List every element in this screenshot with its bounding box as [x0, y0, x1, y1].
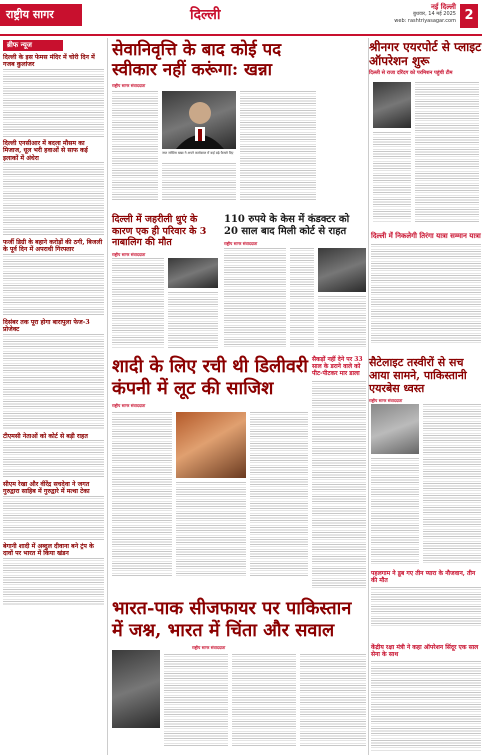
paper-name: राष्ट्रीय सागर	[0, 4, 82, 26]
lead-photo	[162, 91, 236, 149]
lead-headline: सेवानिवृत्ति के बाद कोई पद स्वीकार नहीं करूंगा: खन्ना	[112, 40, 282, 80]
story-photo	[176, 412, 246, 478]
story-body	[318, 296, 366, 348]
story-satellite	[369, 356, 482, 406]
story-photo	[371, 404, 419, 454]
story-conductor	[224, 214, 366, 249]
brief-item	[3, 319, 104, 430]
brief-title: दिल्ली एनसीआर में बदला मौसम का मिजाज, धूल भरी हवाओं से साफ कई इलाकों में अंधेरा	[3, 139, 88, 162]
story-byline: राष्ट्रीय सागर संवाददाता	[192, 645, 226, 650]
story-photo	[168, 258, 218, 288]
story-body	[290, 248, 314, 348]
briefs-column	[0, 38, 108, 755]
brief-item	[3, 140, 104, 236]
main-area	[112, 38, 366, 755]
story-headline: सैटेलाइट तस्वीरों से सच आया सामने, पाकिस्तानी एयरबेस ध्वस्त	[369, 356, 467, 395]
story-headline: शादी के लिए रची थी डिलीवरी कंपनी में लूट की साजिश	[112, 356, 308, 399]
brief-title: फर्जी डिग्री के बहाने करोड़ों की ठगी, बिजली के पूर्व दिन में अपराधी गिरफ्तार	[3, 239, 103, 254]
briefs-label: ब्रीफ न्यूज	[3, 40, 63, 51]
brief-title: दिल्ली के इस फेमस मंदिर में चोरी दिन में गजब कुलांजर	[3, 54, 95, 69]
story-body	[168, 292, 218, 348]
story-byline: राष्ट्रीय सागर संवाददाता	[112, 251, 146, 257]
story-body	[112, 412, 172, 576]
portrait-icon	[162, 91, 236, 149]
story-body	[300, 654, 366, 746]
right-column	[368, 38, 482, 755]
story-body	[312, 381, 366, 589]
story-headline: श्रीनगर एयरपोर्ट से प्लाइट ऑपरेशन शुरू	[369, 40, 482, 68]
story-airport	[369, 40, 482, 76]
brief-item	[3, 433, 104, 478]
website: web: rashtriyasagar.com	[394, 18, 456, 24]
brief-body	[3, 558, 104, 606]
brief-body	[3, 334, 104, 430]
story-ceasefire	[112, 598, 366, 653]
city-name: दिल्ली	[190, 7, 221, 23]
brief-body	[3, 69, 104, 137]
lead-byline: राष्ट्रीय सागर संवाददाता	[112, 83, 146, 88]
story-headline: पहलगाम ने डूब गए तीन प्यारा के नौजवान, तीन की मौत	[371, 570, 476, 585]
story-byline: राष्ट्रीय सागर संवाददाता	[224, 241, 258, 246]
story-kerala	[371, 570, 481, 627]
lead-col-2	[162, 163, 236, 201]
story-body	[415, 82, 479, 222]
story-body	[250, 412, 308, 576]
brief-item	[3, 239, 104, 316]
story-body	[371, 661, 481, 751]
brief-item	[3, 481, 104, 540]
brief-item	[3, 543, 104, 606]
story-subhead: दिल्ली से राजा दरिंदग को परमिशन पहुंची टीम	[369, 70, 453, 76]
story-headline: 110 रुपये के केस में कंडक्टर को 20 साल बाद मिली कोर्ट से राहत	[224, 214, 350, 237]
story-operation	[371, 644, 481, 751]
story-byline: राष्ट्रीय सागर संवाददाता	[112, 403, 146, 408]
story-body	[423, 404, 481, 564]
story-body	[164, 654, 228, 746]
story-headline: दिल्ली में जहरीली धुएं के कारण एक ही परिवार के 3 नाबालिग की मौत	[112, 214, 207, 248]
story-delhi-fire	[112, 214, 220, 260]
right-city: नई दिल्ली	[430, 3, 456, 11]
brief-body	[3, 254, 104, 316]
lead-story	[112, 40, 316, 203]
lead-caption: जज जस्टिस खन्ना ने अपने कार्यकाल में कई बड़े फैसले दिए	[162, 151, 234, 155]
brief-body	[3, 440, 104, 478]
dateline: बुधवार, 14 मई 2025	[413, 11, 456, 17]
brief-body	[3, 496, 104, 540]
masthead-info	[394, 4, 456, 25]
story-photo	[112, 650, 160, 728]
lead-col-1	[112, 91, 158, 201]
page-number: 2	[460, 4, 478, 28]
story-body	[176, 482, 246, 576]
story-headline: केंद्रीय रक्षा मंत्री ने कहा ऑपरेशन सिंदूर एक साल सेना के साथ	[371, 644, 479, 659]
brief-title: टीएमसी नेताओं को कोर्ट से बड़ी राहत	[3, 432, 88, 440]
story-body	[112, 258, 164, 348]
lead-body	[112, 91, 316, 203]
lead-col-3	[240, 91, 316, 201]
brief-title: बेगानी शादी में अब्दुल दीवाना बने ट्रंप के दावों पर भारत में किया खंडन	[3, 542, 94, 558]
story-body	[371, 244, 481, 344]
story-wedding	[112, 356, 308, 411]
story-body	[232, 654, 296, 746]
story-body	[224, 248, 286, 348]
story-body	[373, 132, 411, 222]
story-photo	[373, 82, 411, 128]
brief-item	[3, 54, 104, 137]
brief-body	[3, 162, 104, 236]
story-teen	[371, 232, 481, 344]
story-photo	[318, 248, 366, 292]
story-headline: सैकड़ों नहीं देने पर 33 साल के डराने वाले को पीट-पीटकर मार डाला	[312, 356, 363, 378]
brief-title: दिसंबर तक पूरा होगा बारापुला फेज-3 प्रोजेक्ट	[3, 318, 90, 334]
story-byline: राष्ट्रीय सागर संवाददाता	[369, 398, 403, 403]
brief-title: सीएम रेखा और वीरेंद्र सचदेवा ने जगत गुरुद्वारा साहिब में गुरुद्वारे में मत्था टेका	[3, 481, 90, 496]
story-body	[371, 587, 481, 627]
story-metro-box	[312, 356, 366, 589]
story-headline: दिल्ली में निकलेगी तिरंगा यात्रा सम्मान यात्रा	[371, 231, 481, 240]
masthead	[0, 0, 482, 36]
story-headline: भारत-पाक सीजफायर पर पाकिस्तान में जश्न, भारत में चिंता और सवाल	[112, 598, 352, 641]
story-body	[371, 458, 419, 564]
